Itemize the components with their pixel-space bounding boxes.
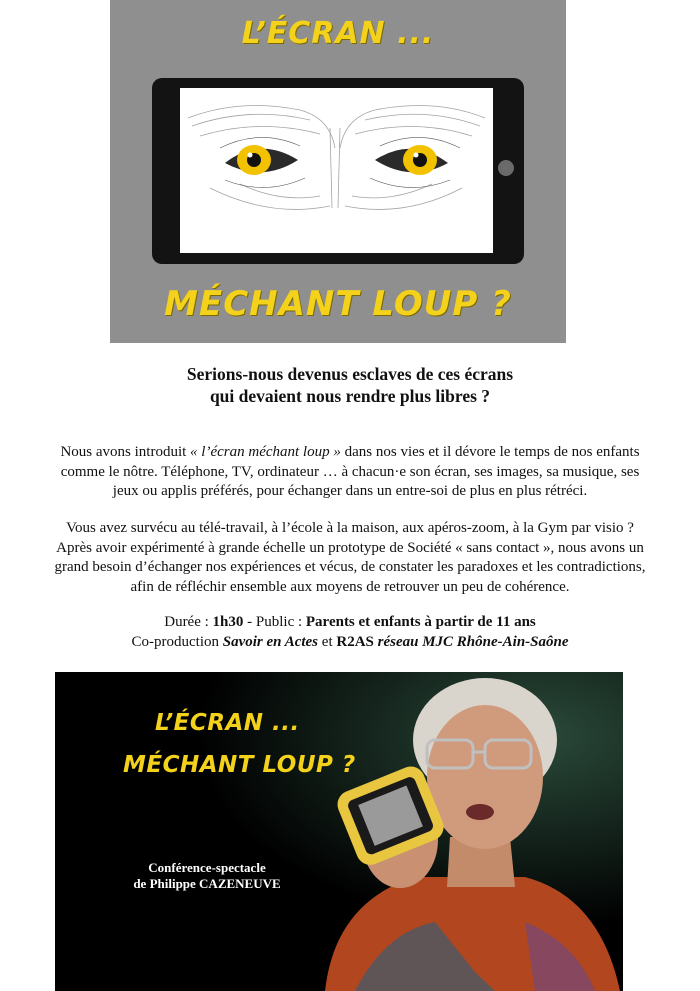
tablet-screen: [180, 88, 493, 253]
paragraph-line: comme le nôtre. Téléphone, TV, ordinateur … à chacun·e son écran, ses images, sa musique, ses: [60, 463, 640, 480]
text-span: dans nos vies et il dévore le temps de nos enfants: [340, 444, 640, 460]
paragraph-line: [0, 443, 700, 463]
headline-line-2: qui devaient nous rendre plus libres ?: [209, 386, 491, 406]
subtitle-line-2: de Philippe CAZENEUVE: [133, 876, 281, 891]
duration-line: [0, 613, 700, 633]
tablet-home-button: [498, 160, 514, 176]
paragraph-context: [0, 519, 700, 597]
partner-2-network: réseau MJC Rhône-Ain-Saône: [373, 633, 569, 650]
paragraph-line: jeux ou applis préférés, pour échanger dans un entre-soi de plus en plus rétréci.: [112, 483, 588, 499]
partner-2: R2AS: [336, 633, 374, 650]
wolf-eyes-icon: [180, 88, 493, 253]
paragraph-intro: [0, 443, 700, 502]
subtitle-line-1: Conférence-spectacle: [148, 860, 266, 875]
paragraph-line: grand besoin d’échanger nos expériences et vécus, de constater les paradoxes et les contradictions,: [54, 559, 646, 575]
headline-line-1: Serions-nous devenus esclaves de ces écrans: [186, 364, 514, 384]
photo-title-line-2: MÉCHANT LOUP ?: [123, 752, 356, 778]
tablet-frame: [152, 78, 524, 264]
paragraph-line: afin de réfléchir ensemble aux moyens de retrouver un peu de cohérence.: [130, 578, 570, 595]
paragraph-line: Après avoir expérimenté à grande échelle un prototype de Société « sans contact », nous avons un: [56, 539, 644, 556]
poster-image: [110, 0, 566, 343]
poster-title-bottom: MÉCHANT LOUP ?: [164, 284, 512, 324]
text-span: Nous avons introduit: [60, 444, 191, 460]
photo-subtitle: [117, 860, 297, 892]
and-text: et: [318, 633, 337, 650]
poster-title-top: L’ÉCRAN ...: [241, 16, 435, 51]
partner-1: Savoir en Actes: [222, 633, 319, 650]
public-value: Parents et enfants à partir de 11 ans: [305, 614, 536, 630]
coprod-label: Co-production: [131, 633, 223, 650]
public-label: - Public :: [243, 614, 306, 630]
coproduction-line: [0, 633, 700, 653]
speaker-holding-tablet-icon: [55, 672, 623, 991]
paragraph-line: Vous avez survécu au télé-travail, à l’école à la maison, aux apéros-zoom, à la Gym par visio ?: [66, 520, 634, 536]
duration-value: 1h30: [212, 614, 244, 630]
duration-label: Durée :: [164, 614, 213, 630]
headline: [0, 363, 700, 407]
event-info: [0, 613, 700, 652]
speaker-photo: [55, 672, 623, 991]
photo-title-line-1: L’ÉCRAN ...: [155, 710, 300, 736]
quote-span: « l’écran méchant loup »: [190, 444, 341, 460]
